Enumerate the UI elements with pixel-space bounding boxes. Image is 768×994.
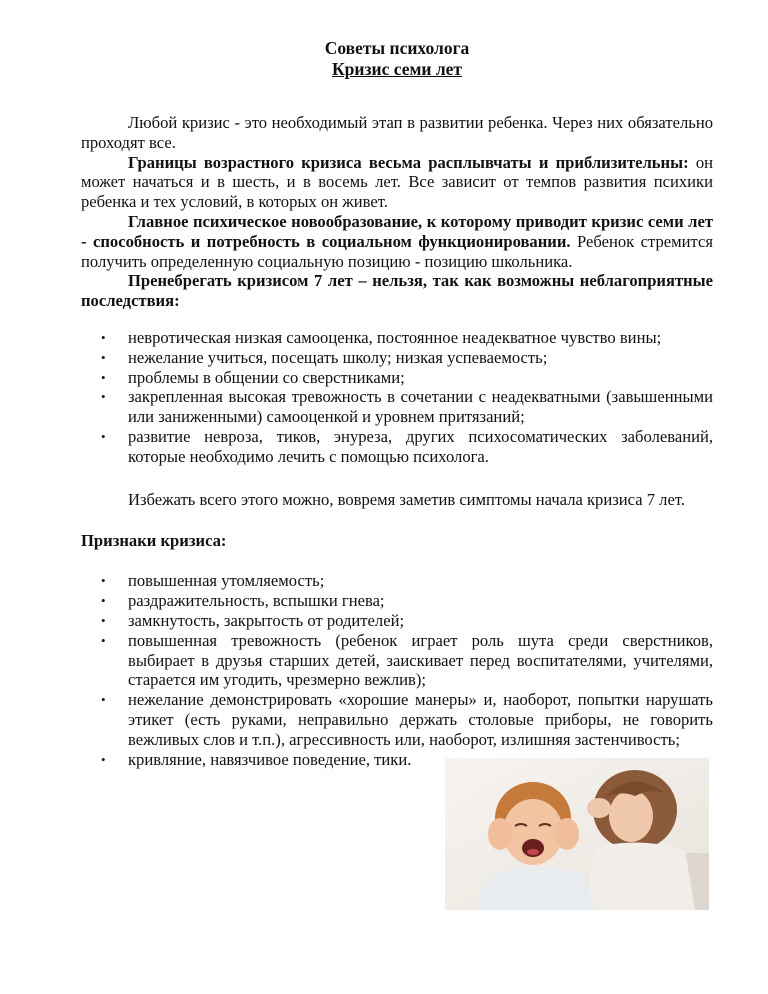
list-item: • замкнутость, закрытость от родителей; bbox=[128, 611, 713, 631]
intro-paragraph-2 bbox=[81, 153, 713, 212]
intro-paragraph-2-text: он может начаться и в шесть, и в восемь лет. Все зависит от темпов развития психики ребенка и тех условий, в которых он живет. bbox=[81, 152, 713, 212]
list-item: • невротическая низкая самооценка, постоянное неадекватное чувство вины; bbox=[128, 328, 713, 348]
intro-paragraph-4 bbox=[81, 271, 713, 311]
list-item: • развитие невроза, тиков, энуреза, других психосоматических заболеваний, которые необходимо лечить с помощью психолога. bbox=[128, 427, 713, 467]
list-item: • повышенная тревожность (ребенок играет роль шута среди сверстников, выбирает в друзья старших детей, заискивает перед воспитателями, учителями, старается им угодить, чрезмерно вежлив); bbox=[128, 631, 713, 690]
list-item: • раздражительность, вспышки гнева; bbox=[128, 591, 713, 611]
list-item: • нежелание учиться, посещать школу; низкая успеваемость; bbox=[128, 348, 713, 368]
document-page bbox=[81, 38, 713, 769]
child-crying-photo bbox=[445, 758, 709, 910]
list-item: • нежелание демонстрировать «хорошие манеры» и, наоборот, попытки нарушать этикет (есть руками, неправильно держать столовые приборы, не говорить вежливых слов и т.п.), агрессивность или, наоборот, излишняя застенчивость; bbox=[128, 690, 713, 749]
list-item: • повышенная утомляемость; bbox=[128, 571, 713, 591]
intro-paragraph-4-bold: Пренебрегать кризисом 7 лет – нельзя, так как возможны неблагоприятные последствия: bbox=[81, 271, 713, 311]
intro-paragraph-3 bbox=[81, 212, 713, 271]
list-item: • проблемы в общении со сверстниками; bbox=[128, 368, 713, 388]
document-title: Советы психолога bbox=[324, 38, 470, 58]
consequences-list bbox=[81, 328, 713, 467]
intro-paragraph-3-text: Ребенок стремится получить определенную социальную позицию - позицию школьника. bbox=[81, 231, 713, 271]
intro-paragraph-3-bold: Главное психическое новообразование, к которому приводит кризис семи лет - способность и потребность в социальном функционировании. bbox=[81, 211, 713, 251]
intro-paragraph-1: Любой кризис - это необходимый этап в развитии ребенка. Через них обязательно проходят все. bbox=[81, 113, 713, 152]
signs-list bbox=[81, 571, 713, 769]
signs-heading: Признаки кризиса: bbox=[81, 531, 227, 551]
list-item: • закрепленная высокая тревожность в сочетании с неадекватными (завышенными или заниженными) самооценкой и уровнем притязаний; bbox=[128, 387, 713, 427]
intro-paragraph-2-bold: Границы возрастного кризиса весьма расплывчаты и приблизительны: bbox=[128, 152, 689, 172]
document-subtitle: Кризис семи лет bbox=[331, 59, 463, 79]
photo-illustration bbox=[445, 758, 709, 910]
avoid-paragraph: Избежать всего этого можно, вовремя заметив симптомы начала кризиса 7 лет. bbox=[128, 489, 685, 509]
list-item: • кривляние, навязчивое поведение, тики. bbox=[128, 750, 713, 770]
